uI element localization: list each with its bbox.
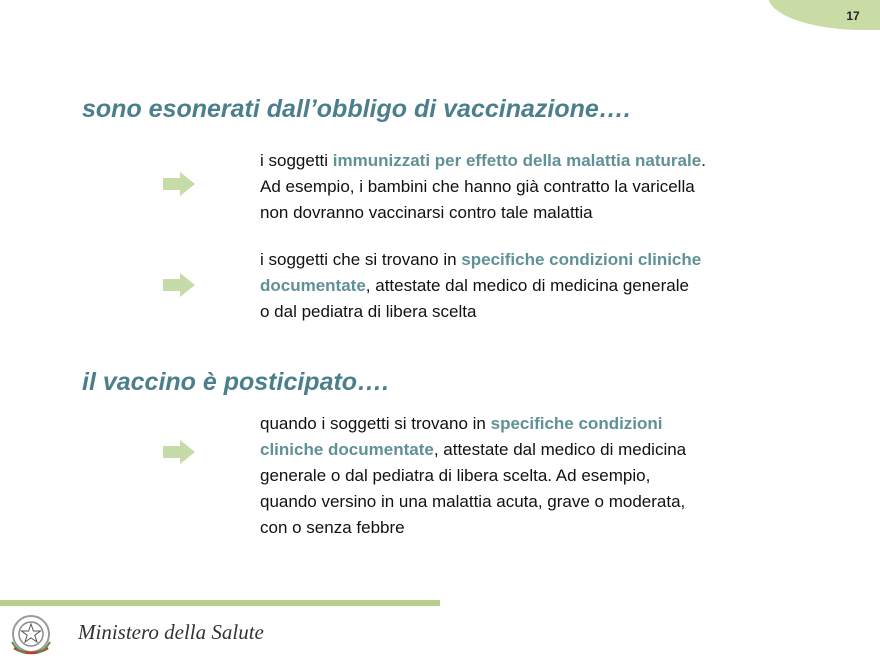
exemption-natural-immunity-text — [260, 148, 790, 226]
text-line: cliniche documentate, attestate dal medico di medicina — [260, 440, 687, 459]
text-line: quando i soggetti si trovano in specifiche condizioni — [260, 414, 663, 433]
ministry-name: Ministero della Salute — [78, 620, 264, 644]
highlight-text: specifiche condizioni — [490, 414, 663, 433]
arrow-right-icon — [163, 172, 195, 196]
text-line: non dovranno vaccinarsi contro tale malattia — [260, 203, 593, 222]
text-line: generale o dal pediatra di libera scelta. Ad esempio, — [260, 466, 651, 485]
text-line: Ad esempio, i bambini che hanno già contratto la varicella — [260, 177, 695, 196]
postponement-conditions-text — [260, 411, 790, 541]
text-line: quando versino in una malattia acuta, grave o moderata, — [260, 492, 686, 511]
section-heading-postponed: il vaccino è posticipato…. — [82, 368, 390, 396]
text-line: o dal pediatra di libera scelta — [260, 302, 477, 321]
text-line: documentate, attestate dal medico di medicina generale — [260, 276, 689, 295]
arrow-right-icon — [163, 440, 195, 464]
highlight-text: specifiche condizioni cliniche — [461, 250, 702, 269]
arrow-right-icon — [163, 273, 195, 297]
text-line: i soggetti che si trovano in specifiche condizioni cliniche — [260, 250, 702, 269]
text-line: con o senza febbre — [260, 518, 405, 537]
highlight-text: immunizzati per effetto della malattia naturale — [332, 151, 702, 170]
section-heading-exempted: sono esonerati dall’obbligo di vaccinazione…. — [82, 95, 631, 123]
exemption-clinical-conditions-text — [260, 247, 790, 325]
italian-republic-emblem-icon — [8, 612, 54, 658]
highlight-text: documentate — [260, 276, 366, 295]
page-number: 17 — [846, 9, 860, 23]
text-line: i soggetti immunizzati per effetto della malattia naturale. — [260, 151, 706, 170]
highlight-text: cliniche documentate — [260, 440, 434, 459]
footer-accent-bar — [0, 600, 440, 606]
